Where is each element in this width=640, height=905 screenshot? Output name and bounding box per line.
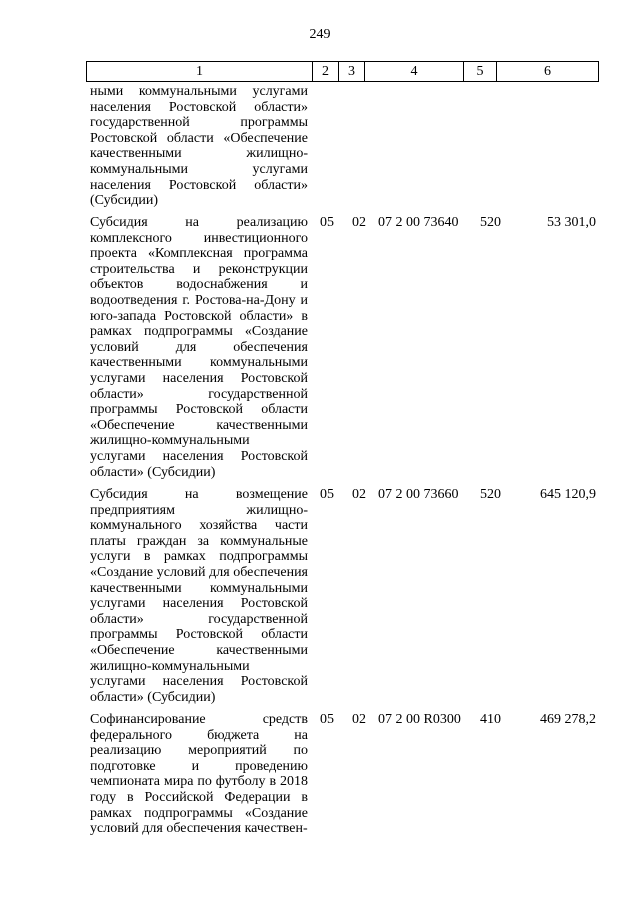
row-subsection-code: 02 bbox=[352, 487, 366, 502]
row-section-code: 05 bbox=[320, 487, 334, 502]
header-col-5: 5 bbox=[464, 62, 497, 81]
header-col-6: 6 bbox=[544, 64, 551, 79]
page-number: 249 bbox=[309, 27, 331, 42]
row-expense-type: 410 bbox=[480, 712, 501, 727]
header-col-2: 2 bbox=[313, 62, 339, 81]
row-subsection-code: 02 bbox=[352, 712, 366, 727]
row-amount: 53 301,0 bbox=[547, 215, 596, 230]
row-amount: 645 120,9 bbox=[540, 487, 596, 502]
row-target-article: 07 2 00 73660 bbox=[378, 487, 459, 502]
header-col-4: 4 bbox=[365, 62, 464, 81]
table-header bbox=[86, 61, 599, 82]
row-expense-type: 520 bbox=[480, 487, 501, 502]
row-description: Софинансирование средств федерального бюджета на реализацию мероприятий по подготовке и проведению чемпионата мира по футболу в 2018 году в Российской Федерации в рамках подпрограммы «Создание условий для обеспечения качествен- bbox=[90, 712, 308, 837]
row-description: ными коммунальными услугами населения Ростовской области» государственной программы Ростовской области «Обеспечение качественными жилищно-коммунальными услугами населения Ростовской области» (Субсидии) bbox=[90, 84, 308, 209]
row-expense-type: 520 bbox=[480, 215, 501, 230]
row-target-article: 07 2 00 73640 bbox=[378, 215, 459, 230]
row-description: Субсидия на возмещение предприятиям жилищно-коммунального хозяйства части платы граждан за коммунальные услуги в рамках подпрограммы «Создание условий для обеспечения качественными коммунальными услугами населения Ростовской области» государственной программы Ростовской области «Обеспечение качественными жилищно-коммунальными услугами населения Ростовской области» (Субсидии) bbox=[90, 487, 308, 705]
header-col-3: 3 bbox=[339, 62, 365, 81]
row-section-code: 05 bbox=[320, 712, 334, 727]
row-section-code: 05 bbox=[320, 215, 334, 230]
row-subsection-code: 02 bbox=[352, 215, 366, 230]
header-col-1: 1 bbox=[87, 62, 313, 81]
row-amount: 469 278,2 bbox=[540, 712, 596, 727]
row-target-article: 07 2 00 R0300 bbox=[378, 712, 461, 727]
row-description: Субсидия на реализацию комплексного инвестиционного проекта «Комплексная программа строительства и реконструкции объектов водоснабжения и водоотведения г. Ростова-на-Дону и юго-запада Ростовской области» в рамках подпрограммы «Создание условий для обеспечения качественными коммунальными услугами населения Ростовской области» государственной программы Ростовской области «Обеспечение качественными жилищно-коммунальными услугами населения Ростовской области» (Субсидии) bbox=[90, 215, 308, 480]
